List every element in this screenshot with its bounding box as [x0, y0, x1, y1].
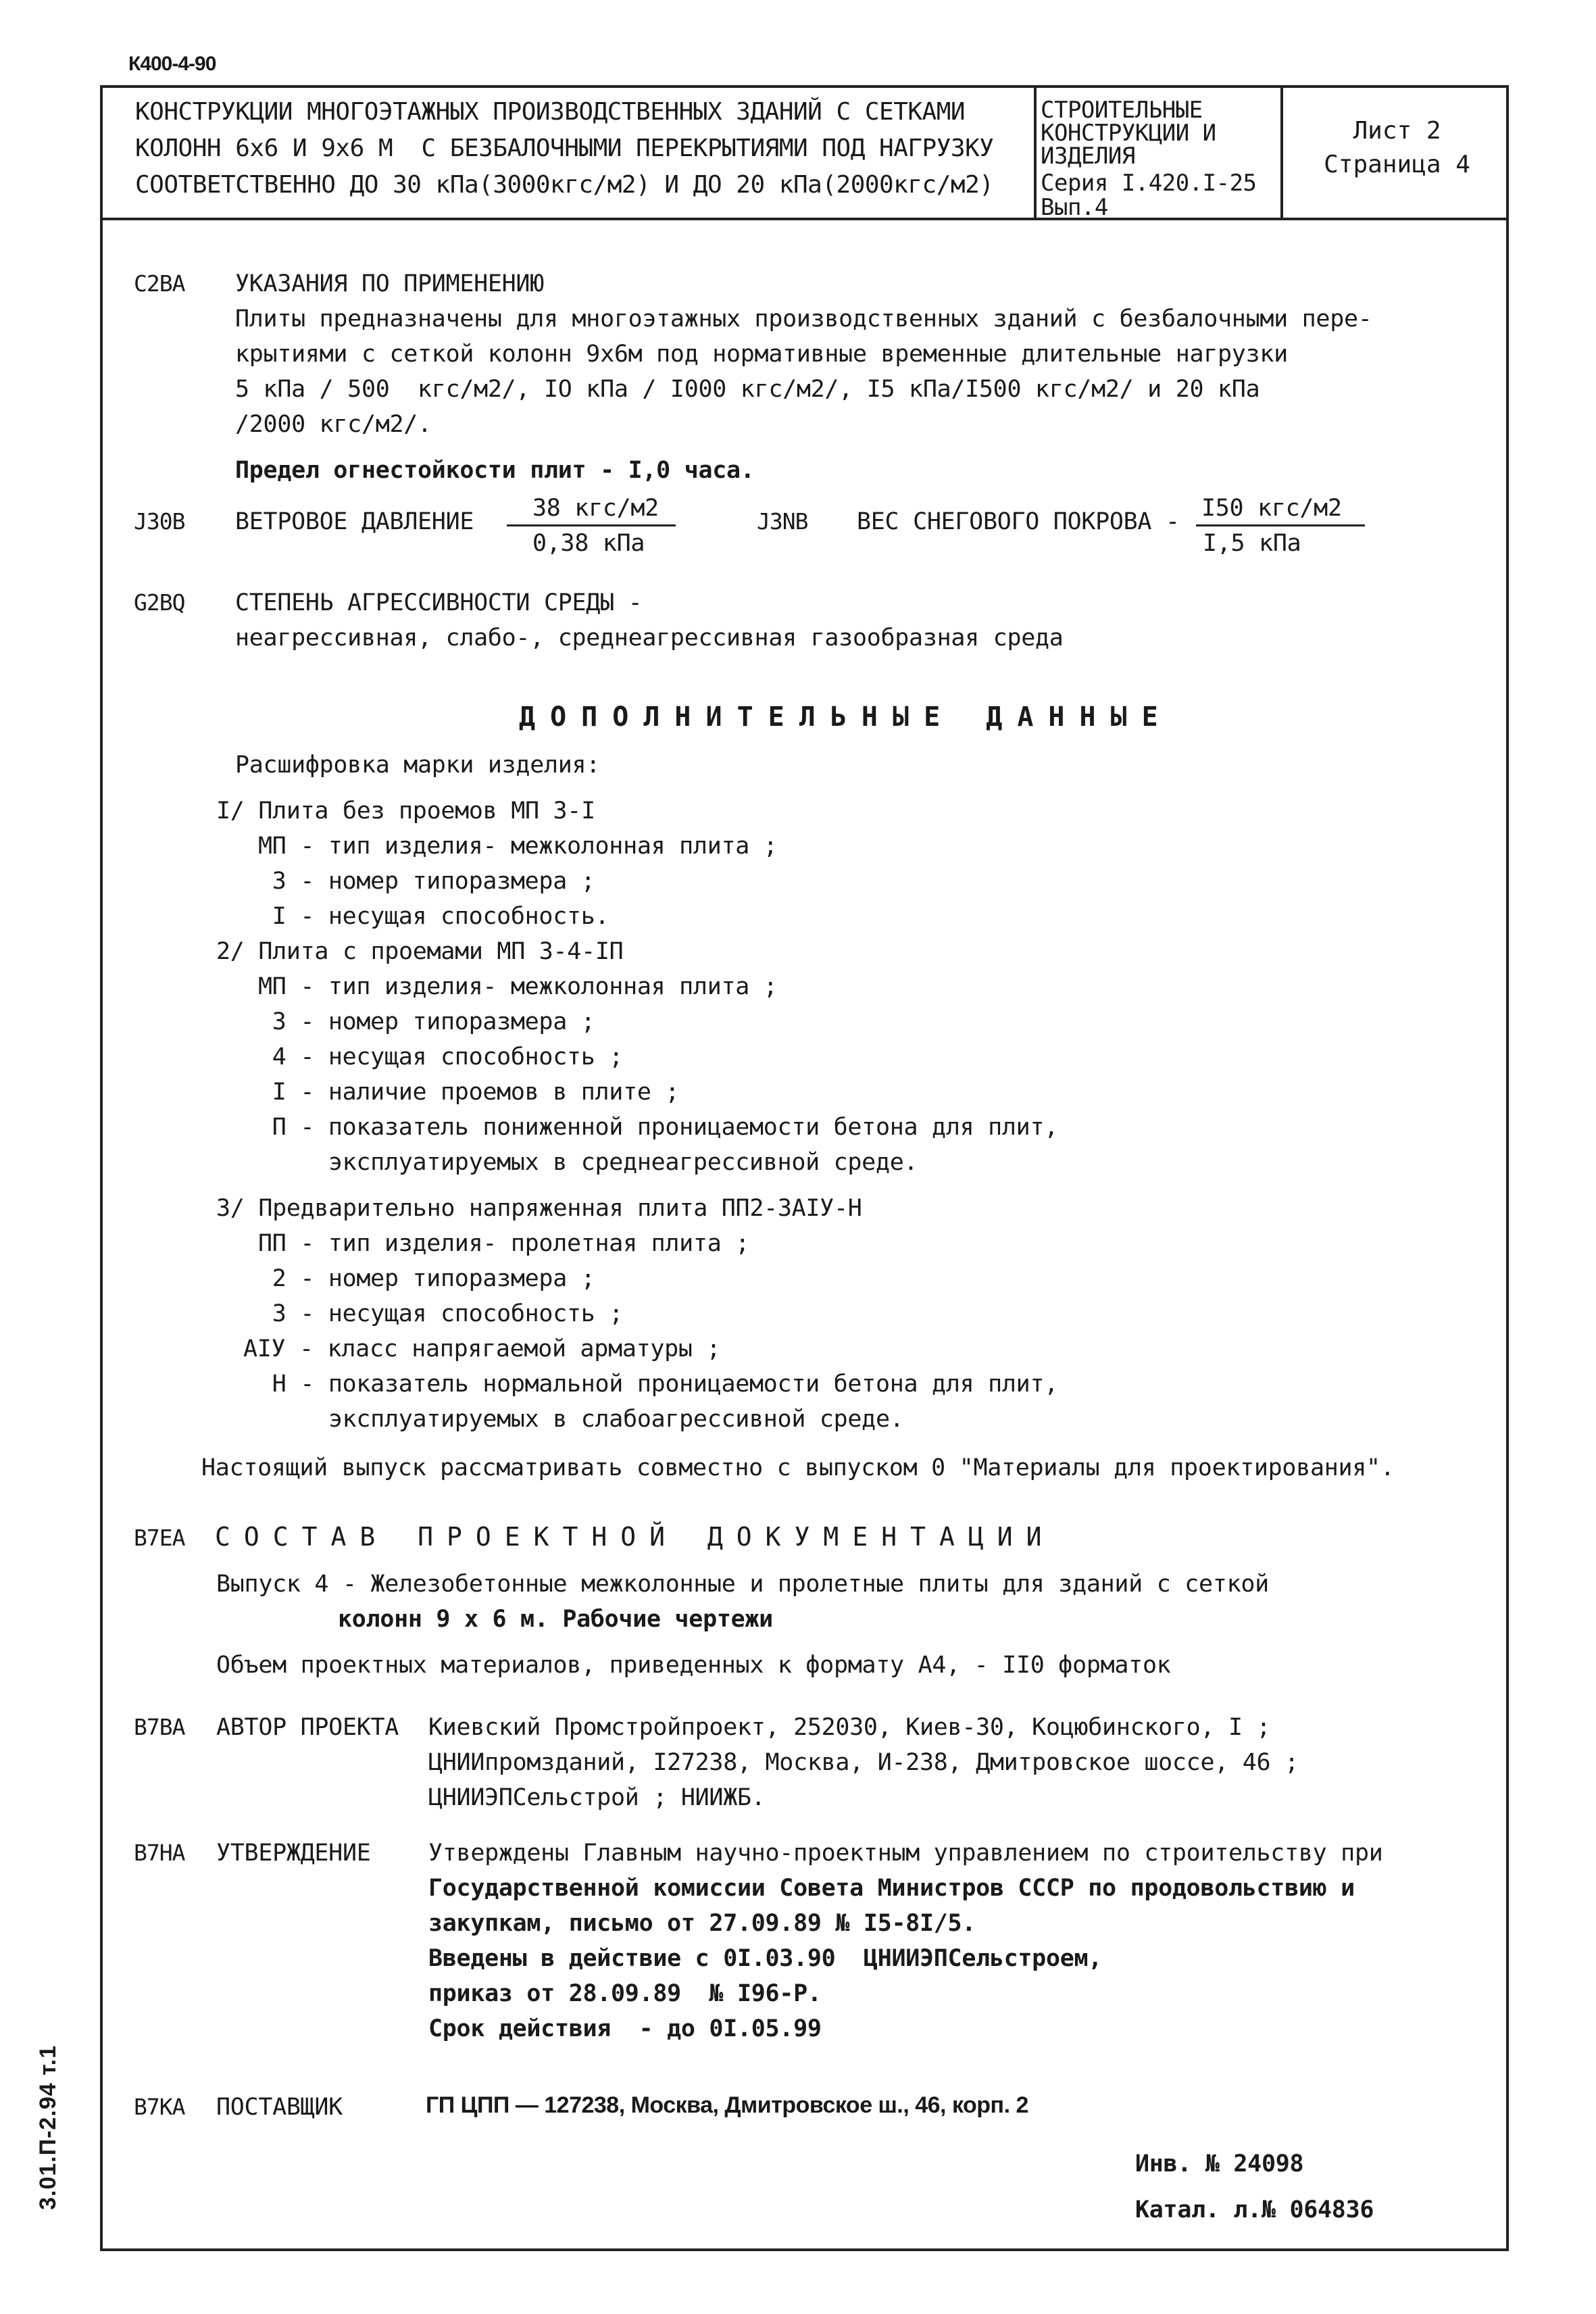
item-3-row-5: Н - показатель нормальной проницаемости бетона для плит, [258, 1371, 1058, 1398]
item-2-row-1: МП - тип изделия- межколонная плита ; [258, 973, 778, 1000]
approval-line-4: Введены в действие с 0I.03.90 ЦНИИЭПСельстроем, [428, 1945, 1103, 1972]
item-3-row-1: ПП - тип изделия- пролетная плита ; [258, 1230, 750, 1257]
approval-line-1: Утверждены Главным научно-проектным управлением по строительству при [428, 1840, 1383, 1867]
wind-fraction-line [507, 524, 676, 526]
author-line-3: ЦНИИЭПСельстрой ; НИИЖБ. [428, 1784, 766, 1811]
item-2-row-5: П - показатель пониженной проницаемости бетона для плит, [258, 1114, 1058, 1141]
title-line-2: КОЛОНН 6х6 И 9х6 М С БЕЗБАЛОЧНЫМИ ПЕРЕКРЫТИЯМИ ПОД НАГРУЗКУ [135, 134, 994, 162]
catalog-number: Катал. л.№ 064836 [1135, 2196, 1374, 2223]
series-line-3: ИЗДЕЛИЯ [1041, 143, 1135, 170]
approval-line-5: приказ от 28.09.89 № I96-Р. [428, 1980, 822, 2007]
series-line-2: КОНСТРУКЦИИ И [1041, 120, 1216, 147]
application-line-1: Плиты предназначены для многоэтажных производственных зданий с безбалочными пере- [235, 305, 1372, 333]
item-3-row-4: AIУ - класс напрягаемой арматуры ; [243, 1335, 721, 1362]
snow-label: ВЕС СНЕГОВОГО ПОКРОВА - [857, 508, 1180, 535]
section-code-aggression: G2BQ [134, 589, 185, 616]
section-code-wind: J30B [134, 508, 185, 535]
application-line-4: /2000 кгс/м2/. [235, 411, 432, 438]
section-code-supplier: B7KA [134, 2094, 185, 2120]
item-1-row-1: МП - тип изделия- межколонная плита ; [258, 833, 778, 860]
author-label: АВТОР ПРОЕКТА [216, 1714, 399, 1741]
snow-fraction-line [1196, 524, 1365, 526]
snow-numerator: I50 кгс/м2 [1201, 495, 1342, 522]
item-2-row-2: 3 - номер типоразмера ; [258, 1008, 595, 1035]
item-1-head: I/ Плита без проемов МП 3-I [216, 797, 595, 824]
inventory-number: Инв. № 24098 [1135, 2150, 1304, 2177]
wind-numerator: 38 кгс/м2 [532, 495, 659, 522]
series-line-1: СТРОИТЕЛЬНЫЕ [1041, 97, 1203, 124]
snow-denominator: I,5 кПа [1203, 530, 1301, 557]
wind-label: ВЕТРОВОЕ ДАВЛЕНИЕ [235, 508, 474, 535]
section-code-composition: B7EA [134, 1525, 185, 1551]
document-code: К400-4-90 [128, 53, 216, 75]
application-line-2: крытиями с сеткой колонн 9х6м под нормативные временные длительные нагрузки [235, 341, 1288, 368]
approval-line-3: закупкам, письмо от 27.09.89 № I5-8I/5. [428, 1910, 976, 1937]
item-3-row-6: эксплуатируемых в слабоагрессивной среде. [258, 1406, 904, 1433]
author-line-2: ЦНИИпромзданий, I27238, Москва, И-238, Дмитровское шоссе, 46 ; [428, 1749, 1299, 1776]
title-divider-2 [1280, 85, 1283, 220]
supplier-text: ГП ЦПП — 127238, Москва, Дмитровское ш., 46, корп. 2 [426, 2092, 1028, 2118]
composition-heading: СОСТАВ ПРОЕКТНОЙ ДОКУМЕНТАЦИИ [215, 1522, 1055, 1552]
approval-line-6: Срок действия - до 0I.05.99 [428, 2015, 822, 2042]
companion-note: Настоящий выпуск рассматривать совместно с выпуском 0 "Материалы для проектирования". [201, 1454, 1395, 1481]
item-2-head: 2/ Плита с проемами МП 3-4-IП [216, 938, 624, 965]
item-1-row-2: 3 - номер типоразмера ; [258, 868, 595, 895]
title-line-1: КОНСТРУКЦИИ МНОГОЭТАЖНЫХ ПРОИЗВОДСТВЕННЫХ ЗДАНИЙ С СЕТКАМИ [135, 98, 966, 126]
author-line-1: Киевский Промстройпроект, 252030, Киев-30, Коцюбинского, I ; [428, 1714, 1271, 1741]
composition-volume: Объем проектных материалов, приведенных к формату А4, - II0 форматок [216, 1652, 1171, 1679]
marking-intro: Расшифровка марки изделия: [235, 752, 601, 779]
section-code-snow: J3NB [757, 508, 808, 535]
item-3-head: 3/ Предварительно напряженная плита ПП2-3АIУ-Н [216, 1195, 862, 1222]
supplier-label: ПОСТАВЩИК [216, 2094, 343, 2121]
item-1-row-3: I - несущая способность. [258, 903, 609, 930]
side-stamp: 3.01.П-2.94 т.1 [35, 2044, 61, 2210]
section-code-approval: B7HA [134, 1840, 185, 1866]
fire-resistance: Предел огнестойкости плит - I,0 часа. [235, 457, 755, 484]
aggression-title: СТЕПЕНЬ АГРЕССИВНОСТИ СРЕДЫ - [235, 589, 643, 616]
item-3-row-2: 2 - номер типоразмера ; [258, 1265, 595, 1292]
item-2-row-3: 4 - несущая способность ; [258, 1043, 624, 1070]
series-line-5: Вып.4 [1041, 194, 1108, 221]
composition-line-2: колонн 9 х 6 м. Рабочие чертежи [338, 1606, 773, 1633]
title-divider-1 [1034, 85, 1037, 220]
additional-heading: ДОПОЛНИТЕЛЬНЫЕ ДАННЫЕ [519, 701, 1173, 733]
item-2-row-6: эксплуатируемых в среднеагрессивной среде. [258, 1149, 918, 1176]
aggression-text: неагрессивная, слабо-, среднеагрессивная газообразная среда [235, 624, 1064, 651]
sheet-number: Лист 2 [1353, 117, 1441, 145]
approval-line-2: Государственной комиссии Совета Министров СССР по продовольствию и [428, 1875, 1355, 1902]
section-code-application: C2BA [134, 270, 185, 297]
title-line-3: СООТВЕТСТВЕННО ДО 30 кПа(3000кгс/м2) И ДО 20 кПа(2000кгс/м2) [135, 171, 994, 199]
application-line-3: 5 кПа / 500 кгс/м2/, IO кПа / I000 кгс/м2/, I5 кПа/I500 кгс/м2/ и 20 кПа [235, 376, 1260, 403]
item-3-row-3: 3 - несущая способность ; [258, 1300, 624, 1327]
composition-line-1: Выпуск 4 - Железобетонные межколонные и пролетные плиты для зданий с сеткой [216, 1571, 1269, 1598]
item-2-row-4: I - наличие проемов в плите ; [258, 1079, 680, 1106]
application-title: УКАЗАНИЯ ПО ПРИМЕНЕНИЮ [235, 270, 544, 297]
approval-label: УТВЕРЖДЕНИЕ [216, 1840, 371, 1867]
page-number: Страница 4 [1324, 151, 1470, 178]
series-line-4: Серия I.420.I-25 [1041, 170, 1257, 197]
wind-denominator: 0,38 кПа [532, 530, 645, 557]
section-code-author: B7BA [134, 1714, 185, 1740]
